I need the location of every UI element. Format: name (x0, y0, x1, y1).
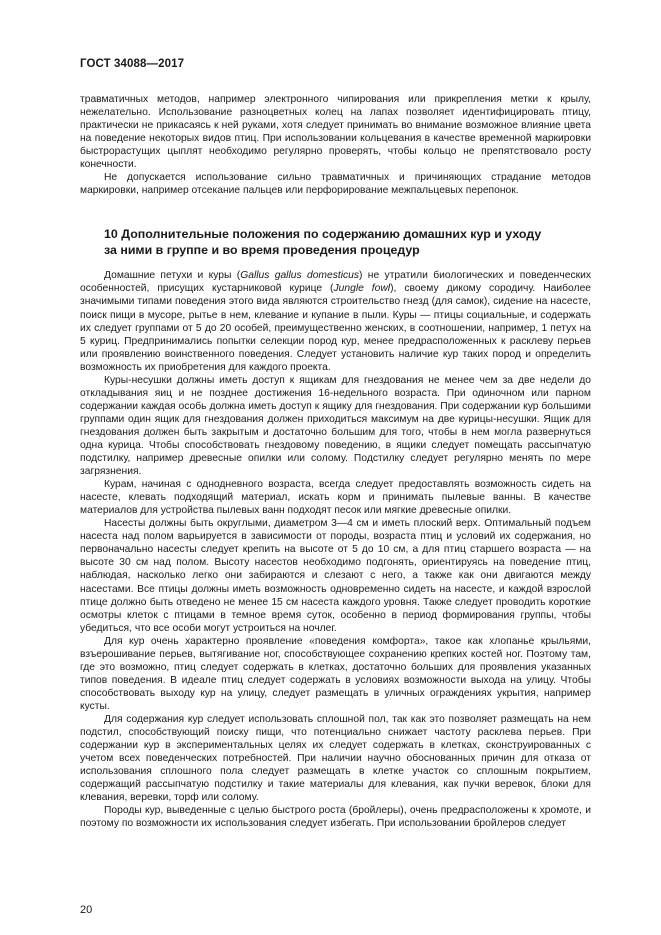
page-number: 20 (80, 904, 93, 916)
latin-name-gallus: Gallus gallus domesticus (240, 270, 360, 282)
paragraph-comfort-behavior: Для кур очень характерно проявление «поведения комфорта», такое как хлопанье крыльями, взъерошивание перьев, вытягивание ног, способствующее сохранению крепких костей ног. Поэтому там, где это возможно, птиц следует содержать в клетках, достаточно больших для проявления указанных типов поведения. В идеале птиц следует содержать в условиях возможности выхода на улицу. Чтобы способствовать выходу кур на улицу, следует размещать в уличных ограждениях укрытия, например кусты. (80, 635, 591, 712)
paragraph-solid-floor: Для содержания кур следует использовать сплошной пол, так как это позволяет размещать на нем подстил, способствующий поиску пищи, что потенциально снижает частоту расклева перьев. При содержании кур в экспериментальных целях их следует содержать в клетках, сконструированных с учетом всех поведенческих потребностей. При наличии научно обоснованных причин для отказа от использования сплошного пола следует размещать в клетке участок со сплошным покрытием, содержащий рассыпчатую подстилку и такие материалы для клевания, как пучки веревок, блоки для клевания, веревки, торф или солому. (80, 713, 591, 804)
paragraph-intro-continued: травматичных методов, например электронного чипирования или прикрепления метки к крылу, нежелательно. Использование разноцветных колец на лапах позволяет идентифицировать птицу, практически не прикасаясь к ней руками, хотя следует принимать во внимание возможное влияние цвета на поведение некоторых видов птиц. При использовании кольцевания в качестве временной маркировки быстрорастущих цыплят необходимо регулярно проверять, чтобы кольцо не препятствовало росту конечности. (80, 94, 591, 171)
section-title-line-2: за ними в группе и во время проведения процедур (104, 243, 420, 258)
standard-header: ГОСТ 34088—2017 (80, 58, 185, 70)
document-body (80, 93, 591, 830)
paragraph-domestic-chickens (80, 269, 591, 373)
p1-text-middle: ) не утратили биологических и поведенческих особенностей, присущих кустарниковой курице ( (80, 270, 592, 295)
paragraph-perching-dustbath: Курам, начиная с однодневного возраста, всегда следует предоставлять возможность сидеть на насесте, клевать подходящий материал, искать корм и принимать пылевые ванны. В качестве материалов для устройства пылевых ванн подходят песок или мягкие древесные опилки. (80, 479, 591, 517)
p1-text-before: Домашние петухи и куры ( (104, 270, 241, 282)
section-10-title (104, 226, 591, 258)
paragraph-perches: Насесты должны быть округлыми, диаметром 3—4 см и иметь плоский верх. Оптимальный подъем насеста над полом варьируется в зависимости от породы, возраста птиц и условий их содержания, но первоначально насесты следует крепить на высоте от 5 до 10 см, а для птиц старшего возраста — на высоте 30 см над полом. Высоту насестов необходимо подгонять, ориентируясь на поведение птиц, наблюдая, насколько легко они забираются и слезают с него, а также как они двигаются между насестами. Все птицы должны иметь возможность одновременно сидеть на насесте, и каждой взрослой птице должно быть отведено не менее 15 см насеста каждого уровня. Также следует проводить короткие осмотры клеток с птицами в темное время суток, особенно в период формирования группы, чтобы убедиться, что все особи могут устроиться на ночлег. (80, 518, 591, 634)
p1-text-after: ), своему дикому сородичу. Наиболее значимыми типами поведения этого вида являются строительство гнезд (для самок), сидение на насесте, поиск пищи в мусоре, рытье в нем, клевание и купание в пыли. Куры — птицы социальные, и содержать их следует группами от 5 до 20 особей, преимущественно женских, в соотношении, например, 1 петух на 5 куриц. Предпринимались попытки селекции пород кур, менее предрасположенных к расклеву перьев или проявлению воинственного поведения. Следует установить наличие кур таких пород и определить возможность их приобретения для каждого проекта. (80, 283, 592, 373)
paragraph-marking: Не допускается использование сильно травматичных и причиняющих страдание методов маркировки, например отсекание пальцев или перфорирование межпальцевых перепонок. (80, 172, 591, 197)
section-title-line-1: 10 Дополнительные положения по содержанию домашних кур и уходу (104, 227, 542, 242)
paragraph-broilers: Породы кур, выведенные с целью быстрого роста (бройлеры), очень предрасположены к хромоте, и поэтому по возможности их использования следует избегать. При использовании бройлеров следует (80, 805, 591, 830)
name-jungle-fowl: Jungle fowl (333, 283, 391, 295)
paragraph-nest-boxes: Куры-несушки должны иметь доступ к ящикам для гнездования не менее чем за две недели до откладывания яиц и не позднее достижения 16-недельного возраста. При одиночном или парном содержании каждая особь должна иметь доступ к ящику для гнездования. При содержании кур большими группами один ящик для гнездования должен приходиться максимум на две курицы-несушки. Ящик для гнездования должен быть закрытым и достаточно большим для того, чтобы в нем могла развернуться одна курица. Чтобы способствовать гнездовому поведению, в ящики следует помещать рассыпчатую подстилку, например древесные опилки или солому. Подстилку следует регулярно менять по мере загрязнения. (80, 374, 591, 478)
